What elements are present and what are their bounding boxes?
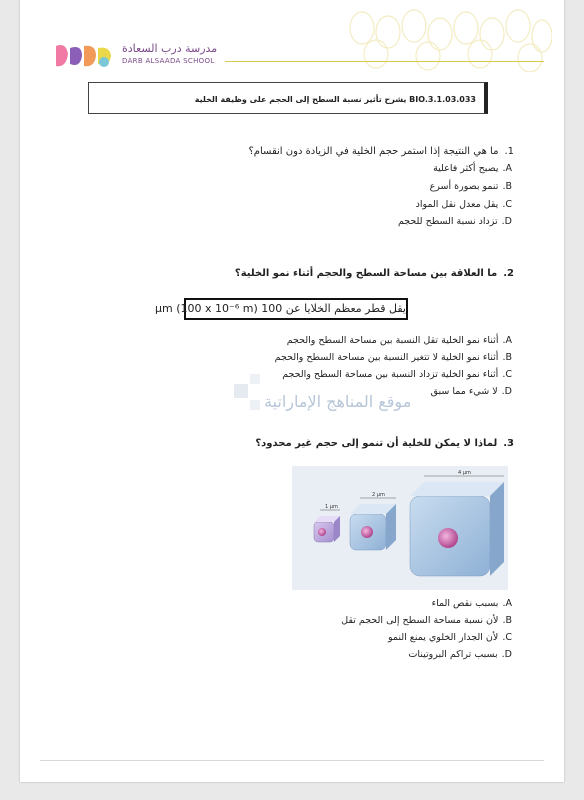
question-3-option-d: D.بسبب تراكم البروتينات — [408, 649, 512, 660]
question-2-option-b: B.أثناء نمو الخلية لا تتغير النسبة بين مساحة السطح والحجم — [274, 352, 512, 363]
cell-size-cubes-figure — [292, 466, 508, 590]
figure-label-4um: 4 µm — [458, 470, 471, 476]
question-2-option-c: C.أثناء نمو الخلية تزداد النسبة بين مساحة السطح والحجم — [282, 369, 512, 380]
question-text: ما هي النتيجة إذا استمر حجم الخلية في الزيادة دون انقسام؟ — [248, 146, 499, 157]
watermark-text: موقع المناهج الإماراتية — [264, 392, 412, 411]
question-1-title — [249, 146, 515, 157]
learning-objective-box — [88, 82, 488, 114]
cell-size-note-text: يقل قطر معظم الخلايا عن 100 µm (100 x 10⁻⁶ m) — [155, 302, 406, 315]
school-name-arabic: مدرسة درب السعادة — [122, 42, 218, 55]
decorative-pattern — [342, 8, 552, 72]
question-1-option-d: D.تزداد نسبة السطح للحجم — [397, 216, 512, 227]
question-3-option-a: A.بسبب نقص الماء — [431, 598, 512, 609]
question-text: لماذا لا يمكن للخلية أن تنمو إلى حجم غير محدود؟ — [255, 438, 498, 449]
question-number: 2. — [503, 268, 514, 279]
question-number: 1. — [504, 146, 514, 157]
school-name-english: DARB ALSAADA SCHOOL — [122, 57, 215, 65]
question-number: 3. — [503, 438, 514, 449]
school-logo-icon — [54, 42, 114, 72]
question-1-option-b: B.تنمو بصورة أسرع — [429, 181, 512, 192]
figure-label-2um: 2 µm — [372, 492, 385, 498]
question-3-option-b: B.لأن نسبة مساحة السطح إلى الحجم تقل — [341, 615, 512, 626]
question-1-option-a: A.يصبح أكثر فاعلية — [433, 163, 512, 174]
question-2-option-d: D.لا شيء مما سبق — [430, 386, 512, 397]
question-1-option-c: C.يقل معدل نقل المواد — [415, 199, 512, 210]
header-divider — [225, 61, 544, 62]
question-text: ما العلاقة بين مساحة السطح والحجم أثناء نمو الخلية؟ — [234, 268, 498, 279]
document-page — [20, 0, 564, 782]
cell-size-note — [155, 298, 408, 320]
question-2-option-a: A.أثناء نمو الخلية تقل النسبة بين مساحة السطح والحجم — [286, 335, 512, 346]
learning-objective-text: BIO.3.1.03.033 يشرح تأثير نسبة السطح إلى الحجم على وظيفة الخلية — [194, 95, 476, 104]
question-3-title — [255, 438, 514, 449]
footer-divider — [40, 760, 544, 761]
figure-label-1um: 1 µm — [325, 504, 338, 510]
question-3-option-c: C.لأن الجدار الخلوي يمنع النمو — [387, 632, 512, 643]
question-2-title — [235, 268, 514, 279]
